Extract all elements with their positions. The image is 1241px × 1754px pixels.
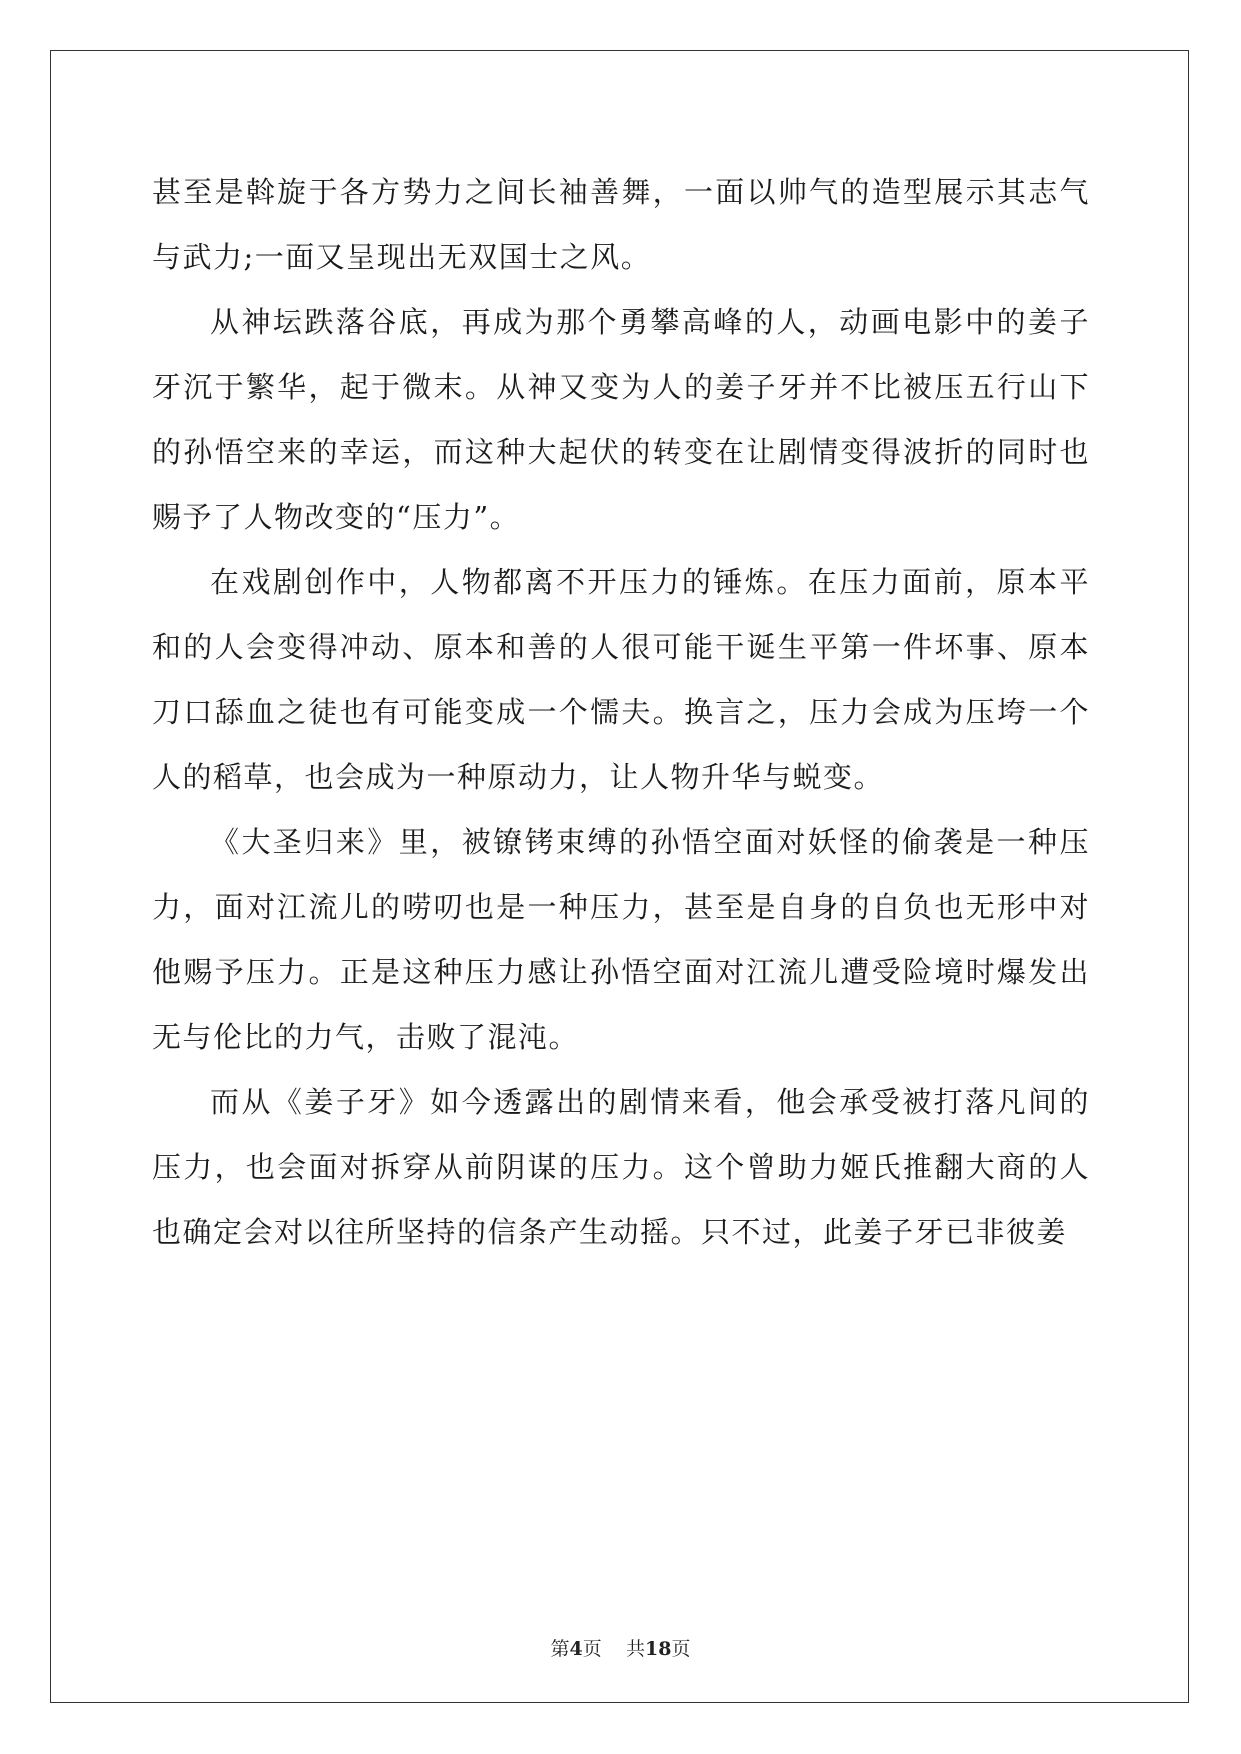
paragraph-5: 而从《姜子牙》如今透露出的剧情来看，他会承受被打落凡间的压力，也会面对拆穿从前阴谋的压力。这个曾助力姬氏推翻大商的人也确定会对以往所坚持的信条产生动摇。只不过，此姜子牙已非彼姜 bbox=[152, 1085, 1090, 1249]
paragraph-4: 《大圣归来》里，被镣铐束缚的孙悟空面对妖怪的偷袭是一种压力，面对江流儿的唠叨也是一种压力，甚至是自身的自负也无形中对他赐予压力。正是这种压力感让孙悟空面对江流儿遭受险境时爆发出无与伦比的力气，击败了混沌。 bbox=[152, 825, 1090, 1054]
total-prefix: 共 bbox=[625, 1638, 645, 1660]
paragraph-2: 从神坛跌落谷底，再成为那个勇攀高峰的人，动画电影中的姜子牙沉于繁华，起于微末。从神又变为人的姜子牙并不比被压五行山下的孙悟空来的幸运，而这种大起伏的转变在让剧情变得波折的同时也赐予了人物改变的“压力”。 bbox=[152, 305, 1090, 534]
document-body bbox=[152, 160, 1090, 1265]
page-footer bbox=[0, 1634, 1241, 1661]
page-prefix: 第 bbox=[550, 1638, 570, 1660]
total-suffix: 页 bbox=[671, 1638, 691, 1660]
page-number: 4 bbox=[569, 1638, 583, 1660]
paragraph-3: 在戏剧创作中，人物都离不开压力的锤炼。在压力面前，原本平和的人会变得冲动、原本和善的人很可能干诞生平第一件坏事、原本刀口舔血之徒也有可能变成一个懦夫。换言之，压力会成为压垮一个人的稻草，也会成为一种原动力，让人物升华与蜕变。 bbox=[152, 565, 1090, 794]
page-suffix: 页 bbox=[582, 1638, 602, 1660]
total-pages: 18 bbox=[644, 1638, 672, 1660]
paragraph-1: 甚至是斡旋于各方势力之间长袖善舞，一面以帅气的造型展示其志气与武力;一面又呈现出无双国士之风。 bbox=[152, 175, 1090, 274]
